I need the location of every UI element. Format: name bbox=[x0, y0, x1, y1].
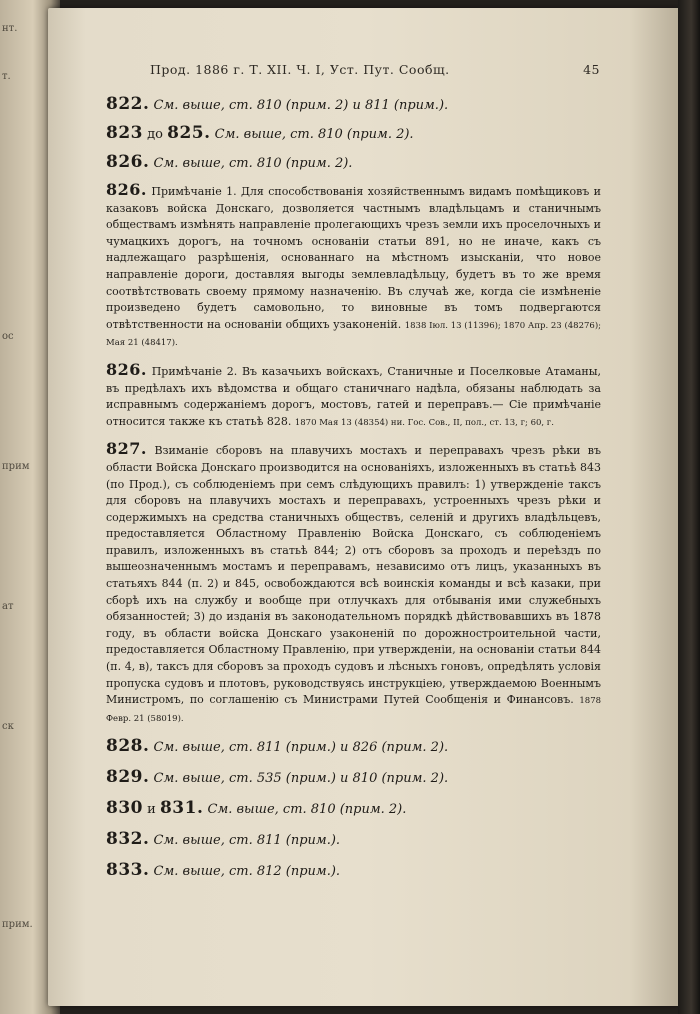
spine-fragment: ск bbox=[2, 721, 14, 732]
spine-fragment: ат bbox=[2, 601, 14, 612]
reference-text: См. выше, ст. 810 (прим. 2). bbox=[207, 802, 407, 818]
legal-source: 1838 Іюл. 13 (11396); 1870 Апр. 23 (48276); Мая 21 (48417). bbox=[106, 320, 601, 349]
spine-fragment: прим. bbox=[2, 919, 33, 930]
article-number: 822. bbox=[106, 94, 150, 114]
header-title: Прод. 1886 г. Т. XII. Ч. I, Уст. Пут. Сообщ. bbox=[150, 62, 450, 77]
article-number: 823 bbox=[106, 123, 143, 143]
paragraph-text: Взиманіе сборовъ на плавучихъ мостахъ и переправахъ чрезъ рѣки въ области Войска Донскаго производится на основаніяхъ, изложенныхъ въ статьѣ 843 (по Прод.), съ соблюденіемъ при семъ слѣдующихъ правилъ: 1) утвержденіе таксъ для сборовъ на плавучихъ мостахъ и переправахъ, устроенныхъ чрезъ рѣки и содержимыхъ на средства станичныхъ обществъ, селеній и другихъ владѣльцевъ, предоставляется Областному Правленію Войска Донскаго, съ соблюденіемъ правилъ, изложенныхъ въ статьѣ 844; 2) отъ сборовъ за проходъ и переѣздъ по вышеозначеннымъ мостамъ и переправамъ, независимо отъ лицъ, указанныхъ въ статьяхъ 844 (п. 2) и 845, освобождаются всѣ воинскія команды и всѣ казаки, при сборѣ ихъ на службу и вообще при отлучкахъ для отбыванія ими служебныхъ обязанностей; 3) до изданія въ законодательномъ порядкѣ дѣйствовавшихъ въ 1878 году, въ области войска Донскаго узаконеній по дорожностроительной части, предоставляется Областному Правленію, при утвержденіи, на основаніи статьи 844 (п. 4, в), таксъ для сборовъ за проходъ судовъ и лѣсныхъ гоновъ, опредѣлять условія пропуска судовъ и плотовъ, руководствуясь инструкціею, утверждаемою Военнымъ Министромъ, по соглашенію съ Министрами Путей Сообщенія и Финансовъ. bbox=[106, 444, 601, 707]
spine-fragment: прим bbox=[2, 461, 30, 472]
reference-text: См. выше, ст. 810 (прим. 2). bbox=[153, 156, 353, 171]
article-number: 825. bbox=[167, 123, 211, 143]
article-reference bbox=[106, 768, 601, 788]
paragraph-text: Примѣчаніе 1. Для способствованія хозяйственнымъ видамъ помѣщиковъ и казаковъ войска Донскаго, дозволяется частнымъ владѣльцамъ и станичнымъ обществамъ измѣнять направленіе пролегающихъ чрезъ земли ихъ проселочныхъ и чумацкихъ дорогъ, на точномъ основаніи статьи 891, но не иначе, какъ съ надлежащаго разрѣшенія, основаннаго на мѣстномъ изысканіи, что новое направленіе дороги, доставляя выгоды землевладѣльцу, будетъ въ то же время соотвѣтствовать своему прямому назначенію. Въ случаѣ же, когда сіе измѣненіе произведено будетъ самовольно, то виновные въ томъ подвергаются отвѣтственности на основаніи общихъ узаконеній. bbox=[106, 185, 601, 331]
reference-text: См. выше, ст. 811 (прим.). bbox=[153, 833, 341, 849]
article-number: 829. bbox=[106, 767, 150, 788]
legal-source: 1870 Мая 13 (48354) ни. Гос. Сов., II, пол., ст. 13, г; 60, г. bbox=[294, 417, 554, 428]
reference-text: См. выше, ст. 535 (прим.) и 810 (прим. 2). bbox=[153, 771, 449, 787]
article-reference bbox=[106, 737, 601, 757]
article-paragraph bbox=[106, 359, 601, 431]
spine-fragment: нт. bbox=[2, 23, 18, 34]
article-number: 833. bbox=[106, 860, 150, 881]
article-reference bbox=[106, 95, 601, 115]
article-number: 826. bbox=[106, 152, 150, 172]
spine-fragment: ос bbox=[2, 331, 14, 342]
page-number: 45 bbox=[583, 62, 600, 77]
article-number: 828. bbox=[106, 736, 150, 757]
article-number: 831. bbox=[159, 798, 204, 819]
page-content bbox=[106, 95, 601, 892]
article-reference bbox=[106, 799, 601, 819]
legal-source: 1878 Февр. 21 (58019). bbox=[106, 696, 602, 724]
article-number: 832. bbox=[106, 829, 150, 850]
article-reference bbox=[106, 861, 601, 881]
reference-text: См. выше, ст. 812 (прим.). bbox=[153, 864, 341, 880]
article-number: 826. bbox=[106, 180, 147, 199]
reference-text: См. выше, ст. 810 (прим. 2) и 811 (прим.). bbox=[153, 98, 449, 113]
reference-text: См. выше, ст. 811 (прим.) и 826 (прим. 2). bbox=[153, 740, 449, 756]
book-cover-edge bbox=[678, 0, 700, 1014]
article-number: 827. bbox=[106, 439, 147, 459]
reference-list bbox=[106, 737, 601, 881]
article-paragraph bbox=[106, 441, 601, 727]
article-paragraph bbox=[106, 182, 601, 352]
reference-text: См. выше, ст. 810 (прим. 2). bbox=[214, 127, 414, 142]
running-header bbox=[150, 62, 600, 77]
article-reference bbox=[106, 124, 601, 144]
spine-fragment: т. bbox=[2, 71, 11, 82]
article-number: 830 bbox=[106, 798, 143, 819]
paragraph-text: Примѣчаніе 2. Въ казачьихъ войскахъ, Станичные и Поселковые Атаманы, въ предѣлахъ ихъ вѣдомства и общаго станичнаго надѣла, обязаны наблюдать за исправнымъ содержаніемъ дорогъ, мостовъ, гатей и переправъ.— Сіе примѣчаніе относится также къ статьѣ 828. bbox=[106, 364, 601, 428]
article-number: 826. bbox=[106, 359, 147, 379]
range-word: до bbox=[147, 127, 163, 142]
range-word: и bbox=[147, 802, 156, 818]
article-reference bbox=[106, 153, 601, 173]
article-reference bbox=[106, 830, 601, 850]
